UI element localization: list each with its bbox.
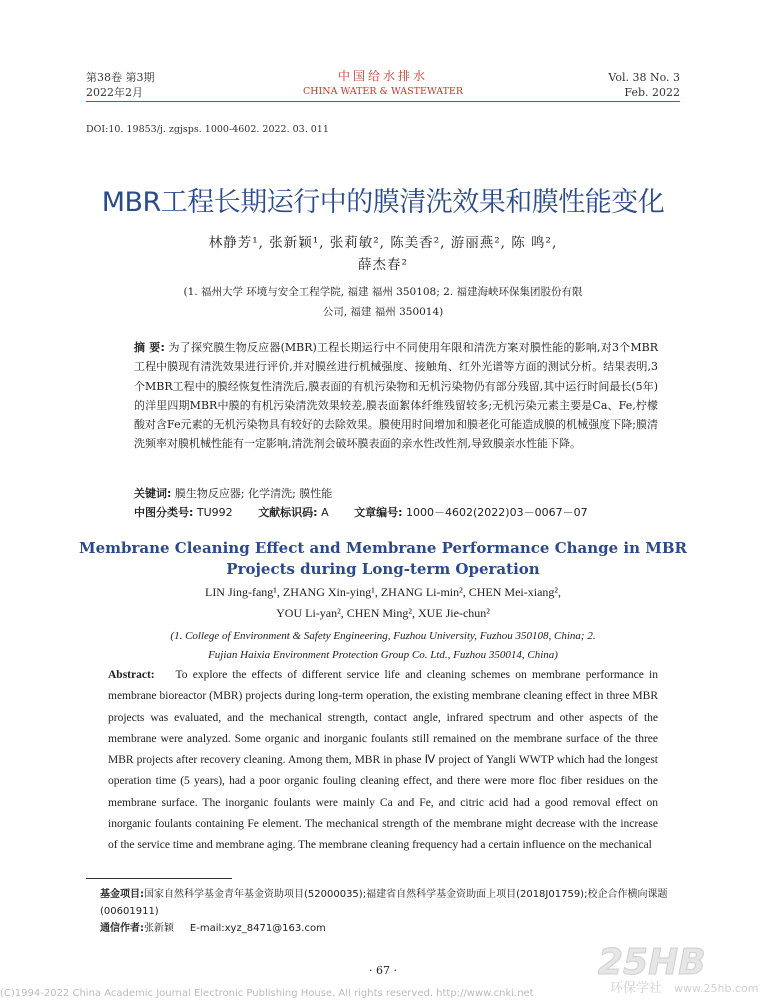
volume-issue-en: Vol. 38 No. 3 [608,71,680,84]
keywords-cn-text: 膜生物反应器; 化学清洗; 膜性能 [174,487,333,500]
authors-cn [0,232,766,276]
funding-label: 基金项目: [100,889,144,900]
journal-name-cn: 中国给水排水 [337,69,428,83]
article-number-value: 1000－4602(2022)03－0067－07 [406,506,588,519]
authors-cn-line2: 薛杰春² [358,257,408,273]
funding-text: 国家自然科学基金青年基金资助项目(52000035);福建省自然科学基金资助面上项目(2018J01759);校企合作横向课题(00601911) [100,889,668,917]
doc-code-label: 文献标识码: [258,506,318,519]
affiliation-en-line2: Fujian Haixia Environment Protection Group Co. Ltd., Fuzhou 350014, China) [208,649,558,661]
corresponding-author [100,920,690,937]
clc-label: 中图分类号: [134,506,194,519]
abstract-en [108,665,658,857]
footnote [100,886,690,937]
header-volume-en [608,70,680,100]
paper-title-en [0,538,766,580]
abstract-en-label: Abstract: [108,669,155,681]
doi: DOI:10. 19853/j. zgjsps. 1000-4602. 2022. 03. 011 [86,124,329,135]
abstract-cn-text: 为了探究膜生物反应器(MBR)工程长期运行中不同使用年限和清洗方案对膜性能的影响,对3个MBR工程中膜现有清洗效果进行评价,并对膜丝进行机械强度、接触角、红外光谱等方面的测试分析。结果表明,3个MBR工程中的膜经恢复性清洗后,膜表面的有机污染物和无机污染物仍有部分残留,其中运行时间最长(5年)的洋里四期MBR中膜的有机污染清洗效果较差,膜表面絮体纤维残留较多;无机污染元素主要是Ca、Fe,柠檬酸对含Fe元素的无机污染物具有较好的去除效果。膜使用时间增加和膜老化可能造成膜的机械强度下降;膜清洗频率对膜机械性能有一定影响,清洗剂会破坏膜表面的亲水性改性剂,导致膜亲水性能下降。 [134,341,658,451]
funding [100,886,690,920]
abstract-cn [134,338,658,454]
email-label: E-mail: [189,923,225,934]
affiliation-cn-line1: (1. 福州大学 环境与安全工程学院, 福建 福州 350108; 2. 福建海峡环保集团股份有限 [183,286,583,298]
affiliation-cn [0,282,766,322]
article-number-label: 文章编号: [354,506,403,519]
page-number: · 67 · [369,964,397,977]
date-cn: 2022年2月 [86,86,143,99]
watermark-logo [590,940,760,996]
authors-en-line1: LIN Jing-fang¹, ZHANG Xin-ying¹, ZHANG Li-min², CHEN Mei-xiang², [204,585,561,599]
authors-cn-line1: 林静芳¹, 张新颖¹, 张莉敏², 陈美香², 游丽燕², 陈 鸣², [208,235,558,251]
abstract-cn-label: 摘 要: [134,341,165,354]
paper-title-en-line2: Projects during Long-term Operation [226,560,540,578]
watermark-sub: 环保学社 [610,981,663,996]
clc-value: TU992 [196,506,233,519]
doc-code-value: A [321,506,329,519]
affiliation-cn-line2: 公司, 福建 福州 350014) [322,306,444,318]
keywords-cn-label: 关键词: [134,487,172,500]
email-link[interactable]: xyz_8471@163.com [224,923,326,934]
corresponding-label: 通信作者: [100,923,144,934]
affiliation-en-line1: (1. College of Environment & Safety Engineering, Fuzhou University, Fuzhou 350108, China; 2. [170,630,596,642]
journal-name-en: CHINA WATER & WASTEWATER [302,86,464,97]
header-divider [86,101,680,102]
affiliation-en [0,627,766,665]
classification-line [134,504,610,520]
volume-issue-cn: 第38卷 第3期 [86,71,155,84]
footnote-divider [86,878,232,879]
date-en: Feb. 2022 [624,86,680,99]
keywords-cn [134,485,332,501]
corresponding-name: 张新颖 [144,923,174,934]
paper-title-en-line1: Membrane Cleaning Effect and Membrane Performance Change in MBR [78,539,687,557]
abstract-en-text: To explore the effects of different service life and cleaning schemes on membrane performance in membrane bioreactor (MBR) projects during long-term operation, the existing membrane cleaning effect in three MBR projects was evaluated, and the mechanical strength, contact angle, infrared spectrum and other aspects of the membrane were analyzed. Some organic and inorganic foulants still remained on the membrane surface of the three MBR projects after recovery cleaning. Among them, MBR in phase Ⅳ project of Yangli WWTP which had the longest operation time (5 years), had a poor organic fouling cleaning effect, and there were more floc fiber residues on the membrane surface. The inorganic foulants were mainly Ca and Fe, and citric acid had a good removal effect on inorganic foulants containing Fe element. The mechanical strength of the membrane might decrease with the increase of the service time and membrane aging. The membrane cleaning frequency had a certain influence on the mechanical [108,669,658,852]
watermark-logo-text: 25HB [598,942,706,983]
copyright-line: (C)1994-2022 China Academic Journal Electronic Publishing House. All rights reserved. http://www.cnki.net [0,988,534,999]
paper-title-cn: MBR工程长期运行中的膜清洗效果和膜性能变化 [101,187,665,218]
watermark-url: www.25hb.com [674,982,759,995]
authors-en [0,582,766,624]
authors-en-line2: YOU Li-yan², CHEN Ming², XUE Jie-chun² [276,606,490,620]
